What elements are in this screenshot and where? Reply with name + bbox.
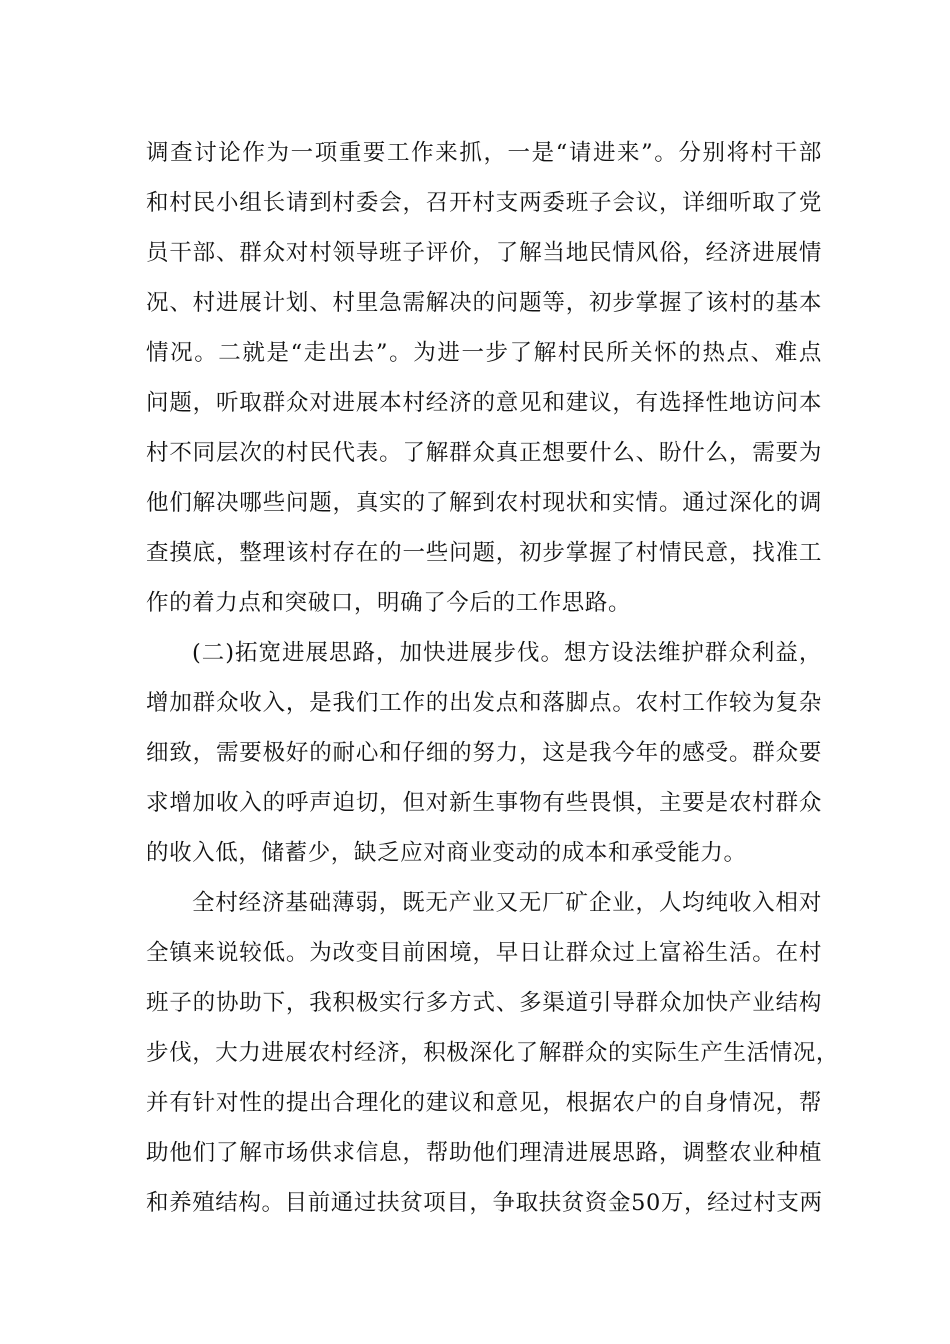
text-line: (二)拓宽进展思路，加快进展步伐。想方设法维护群众利益， <box>192 640 822 666</box>
text-line: 全村经济基础薄弱，既无产业又无厂矿企业，人均纯收入相对 <box>192 890 822 916</box>
text-line: 细致，需要极好的耐心和仔细的努力，这是我今年的感受。群众要 <box>146 740 822 766</box>
text-line: 增加群众收入，是我们工作的出发点和落脚点。农村工作较为复杂 <box>146 690 822 716</box>
text-line: 况、村进展计划、村里急需解决的问题等，初步掌握了该村的基本 <box>146 290 822 316</box>
text-line: 问题，听取群众对进展本村经济的意见和建议，有选择性地访问本 <box>146 390 822 416</box>
text-line: 作的着力点和突破口，明确了今后的工作思路。 <box>146 590 632 616</box>
text-line: 他们解决哪些问题，真实的了解到农村现状和实情。通过深化的调 <box>146 490 822 516</box>
text-line: 助他们了解市场供求信息，帮助他们理清进展思路，调整农业种植 <box>146 1140 822 1166</box>
paragraph-p2 <box>146 628 822 878</box>
text-line: 和村民小组长请到村委会，召开村支两委班子会议，详细听取了党 <box>146 190 822 216</box>
text-line: 班子的协助下，我积极实行多方式、多渠道引导群众加快产业结构 <box>146 990 822 1016</box>
paragraph-p3 <box>146 878 840 1228</box>
text-line: 调查讨论作为一项重要工作来抓，一是“请进来”。分别将村干部 <box>146 140 822 166</box>
text-line: 求增加收入的呼声迫切，但对新生事物有些畏惧，主要是农村群众 <box>146 790 822 816</box>
text-line: 情况。二就是“走出去”。为进一步了解村民所关怀的热点、难点 <box>146 340 822 366</box>
text-line: 查摸底，整理该村存在的一些问题，初步掌握了村情民意，找准工 <box>146 540 822 566</box>
text-line: 的收入低，储蓄少，缺乏应对商业变动的成本和承受能力。 <box>146 840 747 866</box>
text-line: 并有针对性的提出合理化的建议和意见，根据农户的自身情况，帮 <box>146 1090 822 1116</box>
text-line: 村不同层次的村民代表。了解群众真正想要什么、盼什么，需要为 <box>146 440 822 466</box>
text-line: 和养殖结构。目前通过扶贫项目，争取扶贫资金50万，经过村支两 <box>146 1190 823 1216</box>
paragraph-p1 <box>146 128 822 628</box>
text-line: 全镇来说较低。为改变目前困境，早日让群众过上富裕生活。在村 <box>146 940 822 966</box>
text-line: 步伐，大力进展农村经济，积极深化了解群众的实际生产生活情况， <box>146 1040 840 1066</box>
document-body-text <box>146 128 840 1228</box>
text-line: 员干部、群众对村领导班子评价，了解当地民情风俗，经济进展情 <box>146 240 822 266</box>
